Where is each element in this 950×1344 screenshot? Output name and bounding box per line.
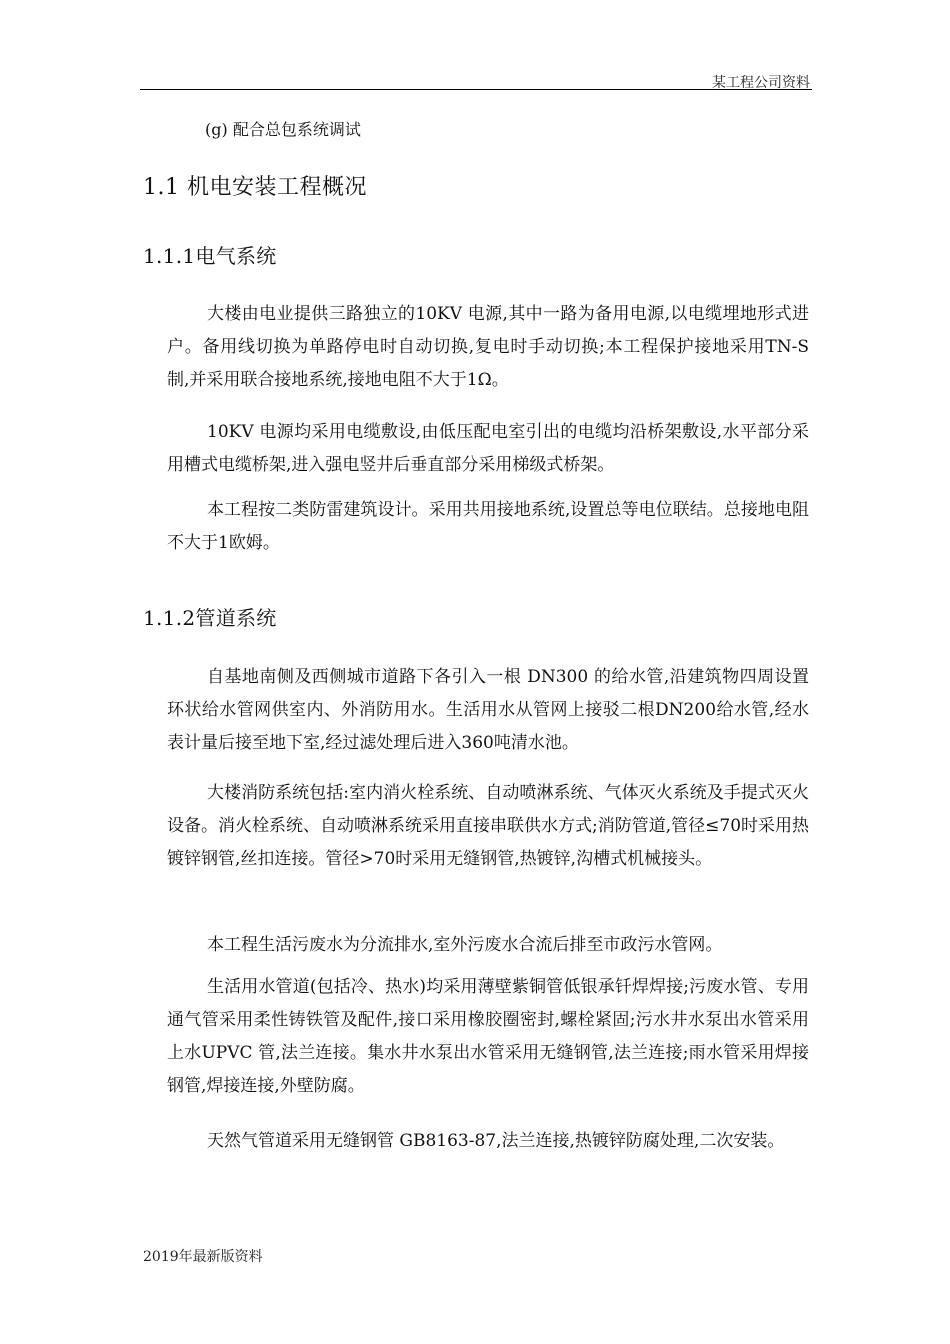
list-item-g: (g) 配合总包系统调试 [205,120,361,139]
paragraph-cable-laying: 10KV 电源均采用电缆敷设,由低压配电室引出的电缆均沿桥架敷设,水平部分采用槽式电缆桥架,进入强电竖井后垂直部分采用梯级式桥架。 [167,422,809,475]
header-divider [140,89,812,90]
paragraph-drainage: 本工程生活污废水为分流排水,室外污废水合流后排至市政污水管网。 [207,935,723,955]
paragraph-pipe-materials: 生活用水管道(包括冷、热水)均采用薄壁紫铜管低银承钎焊焊接;污废水管、专用通气管采用柔性铸铁管及配件,接口采用橡胶圈密封,螺栓紧固;污水井水泵出水管采用上水UPVC 管,法兰连接。集水井水泵出水管采用无缝钢管,法兰连接;雨水管采用焊接钢管,焊接连接,外壁防腐。 [167,977,809,1096]
paragraph-gas-pipe: 天然气管道采用无缝钢管 GB8163-87,法兰连接,热镀锌防腐处理,二次安装。 [207,1131,785,1151]
paragraph-water-supply: 自基地南侧及西侧城市道路下各引入一根 DN300 的给水管,沿建筑物四周设置环状给水管网供室内、外消防用水。生活用水从管网上接驳二根DN200给水管,经水表计量后接至地下室,经过滤处理后进入360吨清水池。 [167,667,809,753]
paragraph-power-supply: 大楼由电业提供三路独立的10KV 电源,其中一路为备用电源,以电缆埋地形式进户。备用线切换为单路停电时自动切换,复电时手动切换;本工程保护接地采用TN-S 制,并采用联合接地系统,接地电阻不大于1Ω。 [167,304,809,390]
footer-version-note: 2019年最新版资料 [143,1249,263,1265]
paragraph-lightning-protection: 本工程按二类防雷建筑设计。采用共用接地系统,设置总等电位联结。总接地电阻不大于1欧姆。 [167,500,809,553]
paragraph-fire-protection: 大楼消防系统包括:室内消火栓系统、自动喷淋系统、气体灭火系统及手提式灭火设备。消火栓系统、自动喷淋系统采用直接串联供水方式;消防管道,管径≤70时采用热镀锌钢管,丝扣连接。管径>70时采用无缝钢管,热镀锌,沟槽式机械接头。 [167,783,810,869]
header-company-note: 某工程公司资料 [712,75,810,91]
section-heading-1-1-2: 1.1.2管道系统 [143,606,277,630]
section-heading-1-1-1: 1.1.1电气系统 [143,244,277,268]
section-heading-1-1: 1.1 机电安装工程概况 [143,175,367,200]
